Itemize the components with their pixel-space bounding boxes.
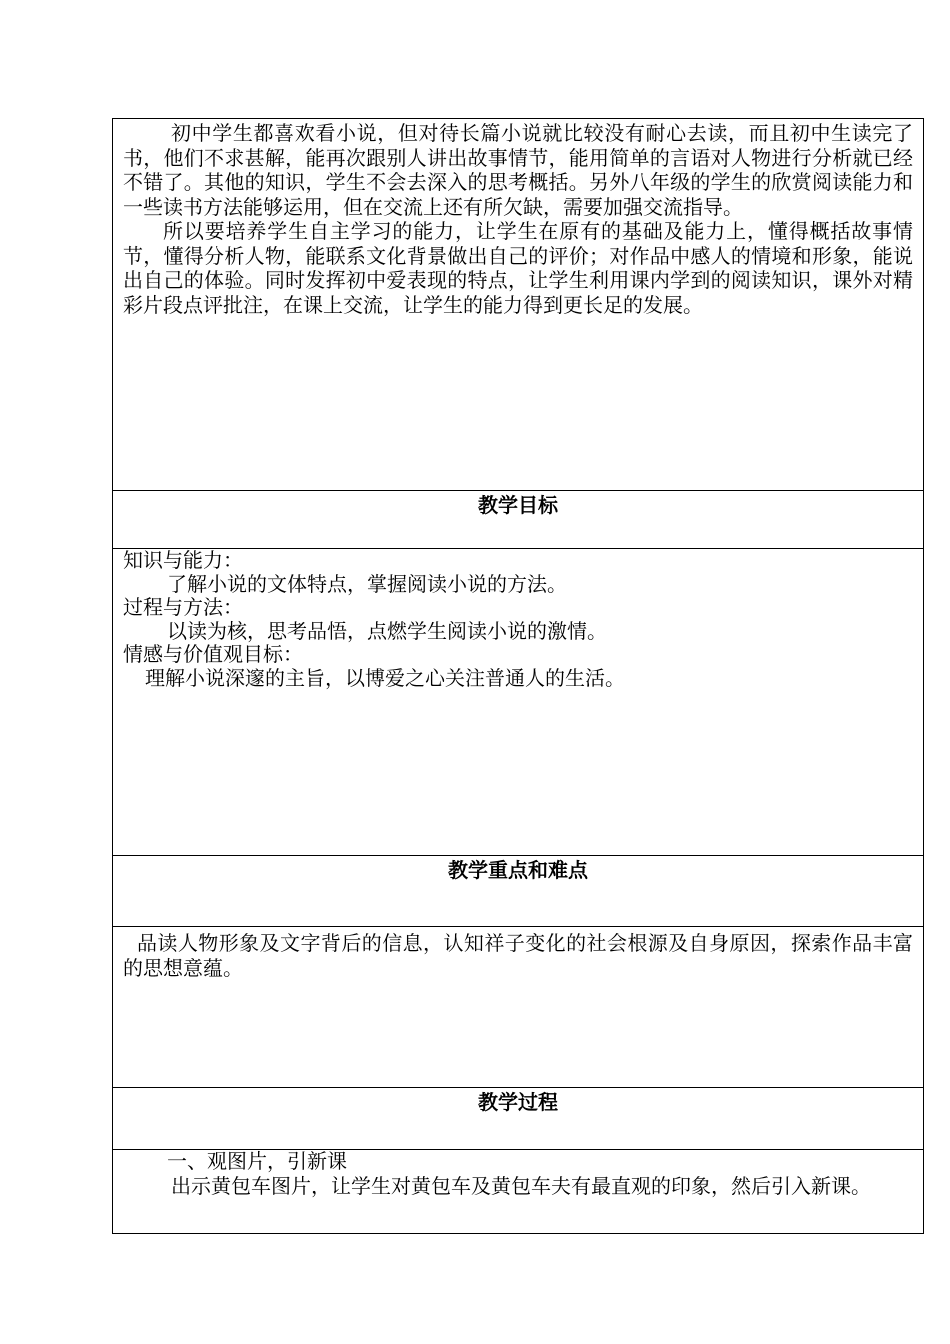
process-content-row [113,1150,924,1234]
step1-text: 出示黄包车图片，让学生对黄包车及黄包车夫有最直观的印象，然后引入新课。 [171,1173,871,1198]
student-analysis-row [113,119,924,491]
analysis-paragraph-1: 初中学生都喜欢看小说，但对待长篇小说就比较没有耐心去读，而且初中生读完了书，他们不求甚解，能再次跟别人讲出故事情节，能用简单的言语对人物进行分析就已经不错了。其他的知识，学生不会去深入的思考概括。另外八年级的学生的欣赏阅读能力和一些读书方法能够运用，但在交流上还有所欠缺，需要加强交流指导。 [123,121,913,219]
process-content-cell [113,1150,924,1234]
keys-content-row [113,927,924,1088]
process-heading-row [113,1088,924,1150]
keys-text: 品读人物形象及文字背后的信息，认知祥子变化的社会根源及自身原因，探索作品丰富的思想意蕴。 [123,931,913,980]
goals-content-cell [113,549,924,856]
process-heading-cell [113,1088,924,1150]
process-heading: 教学过程 [478,1090,558,1114]
step1-title: 一、观图片，引新课 [167,1149,347,1173]
student-analysis-cell [113,119,924,491]
process-method-label: 过程与方法： [123,595,243,619]
lesson-plan-table [112,118,924,1234]
emotion-text: 理解小说深邃的主旨，以博爱之心关注普通人的生活。 [145,665,625,690]
process-method-text: 以读为核，思考品悟，点燃学生阅读小说的激情。 [167,618,607,643]
knowledge-text: 了解小说的文体特点，掌握阅读小说的方法。 [167,571,567,596]
goals-heading-row [113,491,924,549]
keys-heading-row [113,856,924,927]
keys-content-cell [113,927,924,1088]
knowledge-label: 知识与能力： [123,548,243,572]
keys-heading: 教学重点和难点 [448,858,588,882]
emotion-label: 情感与价值观目标： [123,642,303,666]
analysis-paragraph-2: 所以要培养学生自主学习的能力，让学生在原有的基础及能力上，懂得概括故事情节，懂得分析人物，能联系文化背景做出自己的评价；对作品中感人的情境和形象，能说出自己的体验。同时发挥初中爱表现的特点，让学生利用课内学到的阅读知识，课外对精彩片段点评批注，在课上交流，让学生的能力得到更长足的发展。 [123,219,913,317]
keys-heading-cell [113,856,924,927]
goals-content-row [113,549,924,856]
goals-heading: 教学目标 [478,493,558,517]
goals-heading-cell [113,491,924,549]
